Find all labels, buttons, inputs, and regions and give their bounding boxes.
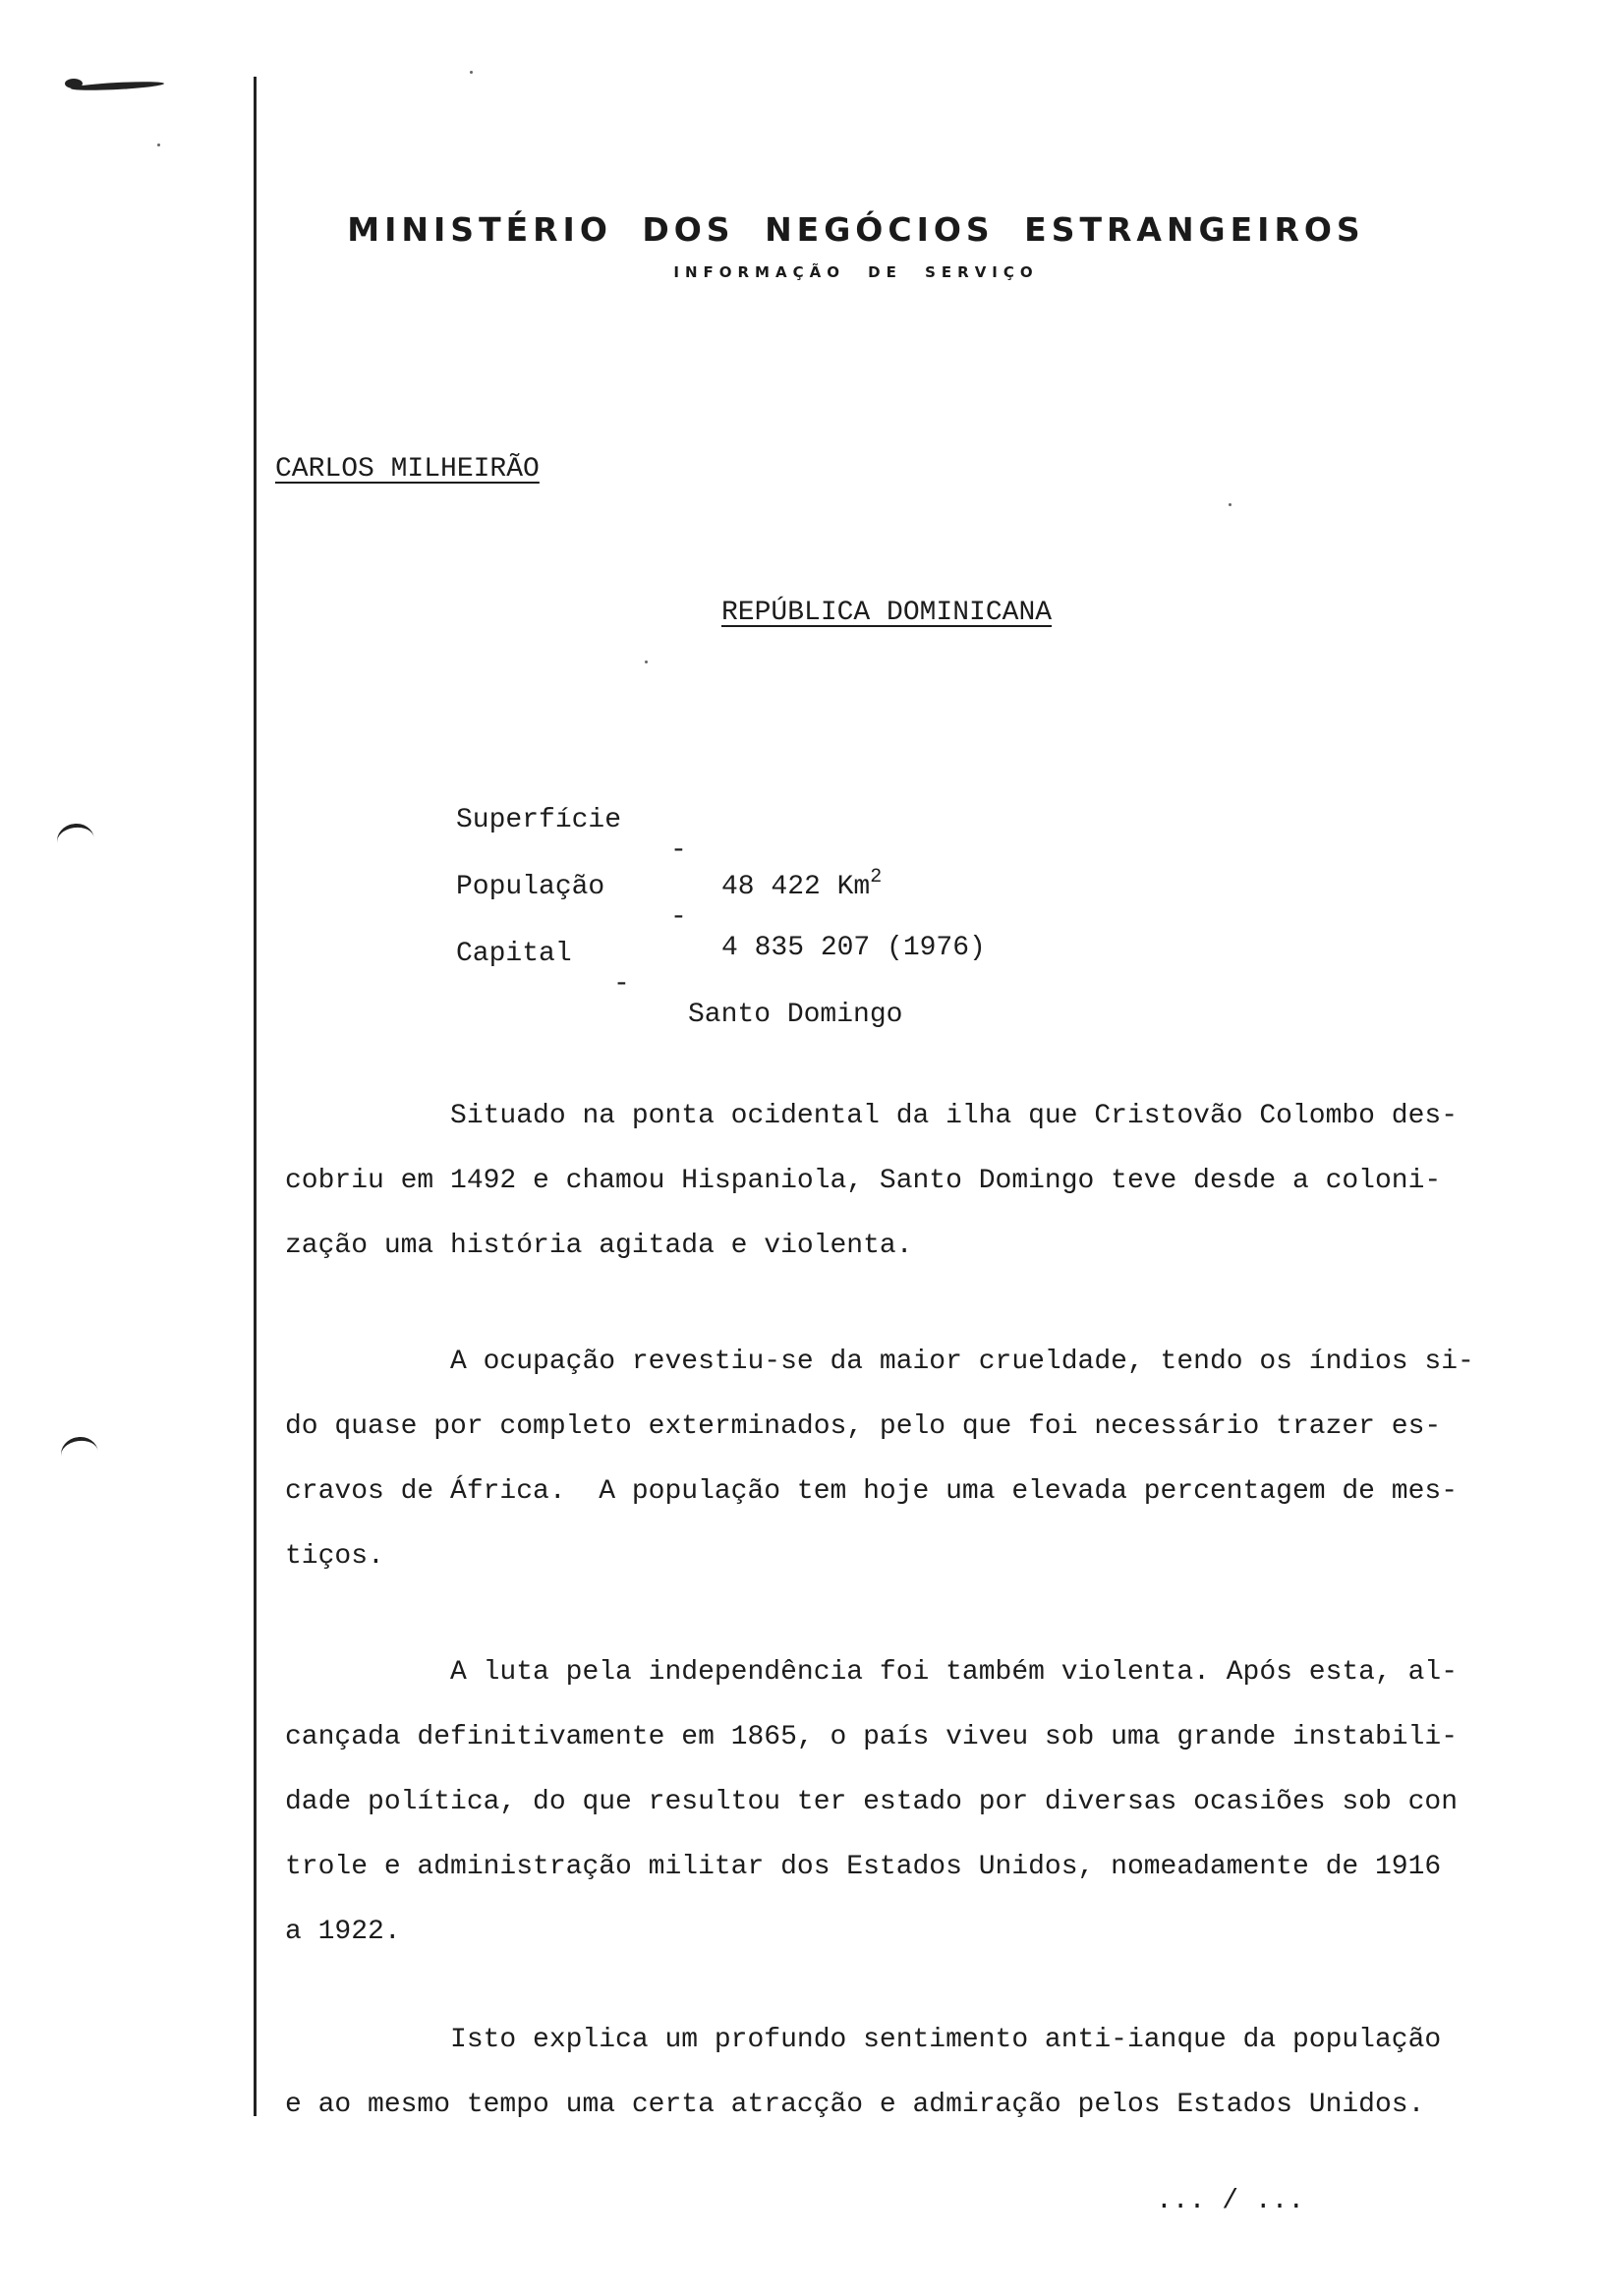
punch-hole-mark [55,822,96,860]
fact-label: População [456,872,605,902]
body-line: Isto explica um profundo sentimento anti-ianque da população [285,2025,1442,2055]
body-line: dade política, do que resultou ter estado por diversas ocasiões sob con [285,1787,1458,1817]
left-margin-rule [254,77,257,2116]
ministry-title: MINISTÉRIO DOS NEGÓCIOS ESTRANGEIROS [347,210,1365,249]
body-line: Situado na ponta ocidental da ilha que Cristovão Colombo des- [285,1101,1458,1131]
scan-speck [157,144,160,146]
author-name: CARLOS MILHEIRÃO [275,454,540,485]
body-line: tiços. [285,1541,384,1572]
body-line: trole e administração militar dos Estados Unidos, nomeadamente de 1916 [285,1852,1442,1882]
fact-label: Capital [456,939,572,969]
body-line: a 1922. [285,1917,401,1947]
scan-speck [1229,503,1232,506]
fact-separator: - [613,969,630,1000]
country-heading: REPÚBLICA DOMINICANA [721,598,1053,628]
body-line: A luta pela independência foi também violenta. Após esta, al- [285,1657,1458,1688]
fact-value [721,866,882,902]
area-number: 48 422 Km [721,872,871,902]
continuation-marker: ... / ... [1156,2186,1305,2216]
scan-mark [71,81,164,92]
scan-mark [65,79,83,88]
body-line: cançada definitivamente em 1865, o país viveu sob uma grande instabili- [285,1722,1458,1752]
fact-value: Santo Domingo [688,1000,903,1030]
document-type-subtitle: INFORMAÇÃO DE SERVIÇO [673,263,1039,281]
punch-hole-mark [59,1435,100,1473]
area-exponent: 2 [870,866,883,889]
body-line: cobriu em 1492 e chamou Hispaniola, Santo Domingo teve desde a coloni- [285,1166,1442,1196]
body-line: cravos de África. A população tem hoje uma elevada percentagem de mes- [285,1476,1458,1507]
scan-speck [645,660,648,663]
body-line: zação uma história agitada e violenta. [285,1231,913,1261]
scan-speck [470,71,473,74]
fact-value: 4 835 207 (1976) [721,933,986,963]
fact-label: Superfície [456,805,622,835]
body-line: e ao mesmo tempo uma certa atracção e admiração pelos Estados Unidos. [285,2090,1425,2120]
fact-separator: - [670,835,687,866]
body-line: do quase por completo exterminados, pelo que foi necessário trazer es- [285,1411,1442,1442]
fact-separator: - [670,902,687,933]
body-line: A ocupação revestiu-se da maior crueldade, tendo os índios si- [285,1347,1474,1377]
